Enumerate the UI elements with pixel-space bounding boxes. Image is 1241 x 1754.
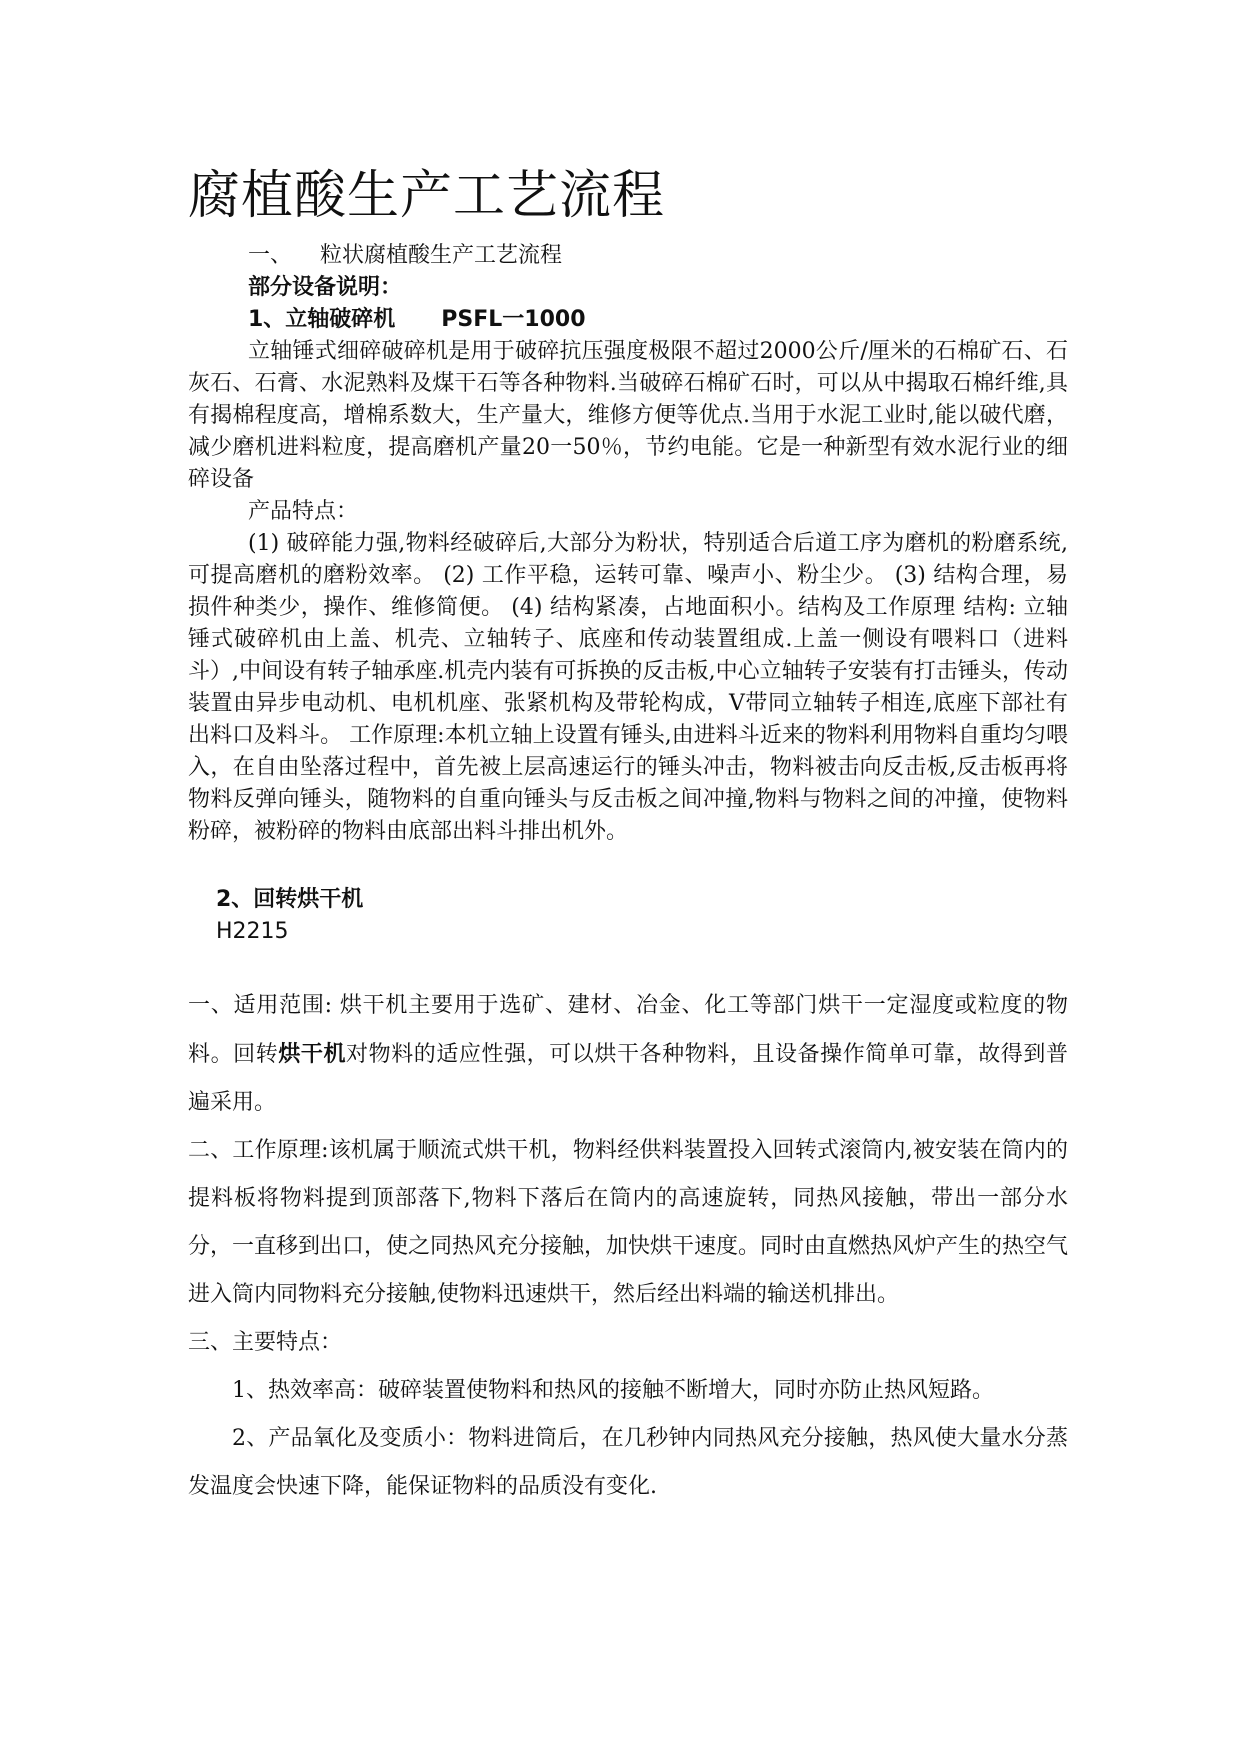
- item2-heading: [188, 852, 1068, 980]
- scope-text-after: 对物料的适应性强，可以烘干各种物料，且设备操作简单可靠，故得到普遍采用。: [188, 1042, 1068, 1115]
- section1-heading: 一、 粒状腐植酸生产工艺流程: [248, 243, 562, 268]
- main-features-label: 三、主要特点：: [188, 1330, 343, 1355]
- document-title: 腐植酸生产工艺流程: [188, 166, 666, 226]
- principle-paragraph: 二、工作原理:该机属于顺流式烘干机，物料经供料装置投入回转式滚筒内,被安装在筒内的提料板将物料提到顶部落下,物料下落后在筒内的高速旋转，同热风接触，带出一部分水分，一直移到出口，使之同热风充分接触，加快烘干速度。同时由直燃热风炉产生的热空气进入筒内同物料充分接触,使物料迅速烘干，然后经出料端的输送机排出。: [188, 1138, 1069, 1307]
- features-paragraph: (1) 破碎能力强,物料经破碎后,大部分为粉状，特别适合后道工序为磨机的粉磨系统,可提高磨机的磨粉效率。 (2) 工作平稳，运转可靠、噪声小、粉尘少。 (3) 结构合理，易损件种类少，操作、维修简便。 (4) 结构紧凑，占地面积小。结构及工作原理 结构: 立轴锤式破碎机由上盖、机壳、立轴转子、底座和传动装置组成.上盖一侧设有喂料口（进料斗）,中间设有转子轴承座.机壳内装有可拆换的反击板,中心立轴转子安装有打击锤头，传动装置由异步电动机、电机机座、张紧机构及带轮构成，V带同立轴转子相连,底座下部社有出料口及料斗。 工作原理:本机立轴上设置有锤头,由进料斗近来的物料利用物料自重均匀喂入，在自由坠落过程中，首先被上层高速运行的锤头冲击，物料被击向反击板,反击板再将物料反弹向锤头，随物料的自重向锤头与反击板之间冲撞,物料与物料之间的冲撞，使物料粉碎，被粉碎的物料由底部出料斗排出机外。: [188, 531, 1068, 844]
- feature1-paragraph: 1、热效率高：破碎装置使物料和热风的接触不断增大，同时亦防止热风短路。: [232, 1378, 994, 1403]
- equipment-description-label: 部分设备说明：: [248, 275, 403, 300]
- feature2-paragraph: 2、产品氧化及变质小：物料进筒后，在几秒钟内同热风充分接触，热风使大量水分蒸发温度会快速下降，能保证物料的品质没有变化.: [188, 1426, 1068, 1499]
- scope-text-bold: 烘干机: [278, 1041, 347, 1067]
- features-label: 产品特点：: [248, 499, 359, 524]
- item2-title: 2、回转烘干机: [215, 887, 364, 912]
- item2-model: H2215: [215, 919, 289, 944]
- scope-text-before: 一、适用范围: 烘干机主要用于选矿、建材、冶金、化工等部门烘干一定湿度或粒度的物料。回转: [188, 993, 1068, 1067]
- scope-paragraph: [188, 982, 1068, 1127]
- item1-paragraph: 立轴锤式细碎破碎机是用于破碎抗压强度极限不超过2000公斤/厘米的石棉矿石、石灰石、石膏、水泥熟料及煤干石等各种物料.当破碎石棉矿石时，可以从中揭取石棉纤维,具有揭棉程度高，增棉系数大，生产量大，维修方便等优点.当用于水泥工业时,能以破代磨，减少磨机进料粒度，提高磨机产量20一50％，节约电能。它是一种新型有效水泥行业的细碎设备: [188, 339, 1068, 492]
- document-page: [188, 160, 1068, 1511]
- item1-title: 1、立轴破碎机 PSFL一1000: [248, 307, 586, 332]
